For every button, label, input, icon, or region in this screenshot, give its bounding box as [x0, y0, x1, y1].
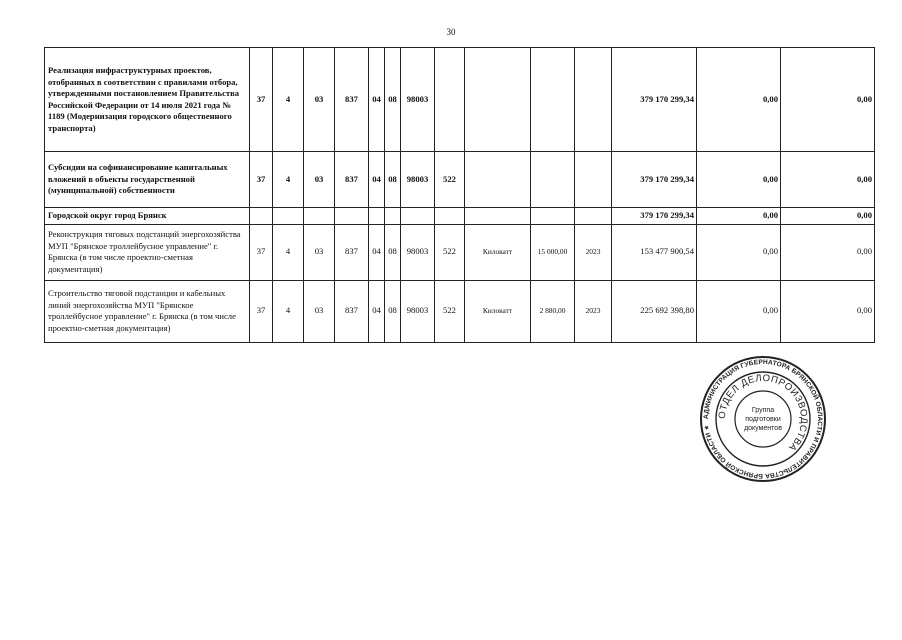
code-cell: 08: [385, 48, 401, 152]
year-cell: [575, 208, 612, 225]
year-cell: 2023: [575, 280, 612, 342]
amount-cell: 0,00: [697, 208, 781, 225]
row-name-cell: Реализация инфраструктурных проектов, отобранных в соответствии с правилами отбора, утвержденными постановлением Правительства Российской Федерации от 14 июля 2021 года № 1189 (Модернизация городского общественного транспорта): [45, 48, 250, 152]
amount-cell: 0,00: [697, 152, 781, 208]
code-cell: [435, 48, 465, 152]
row-name-cell: Реконструкция тяговых подстанций энергохозяйства МУП "Брянское троллейбусное управление" г. Брянска (в том числе проектно-сметная документация): [45, 224, 250, 280]
code-cell: 37: [250, 224, 273, 280]
amount-cell: 0,00: [697, 280, 781, 342]
page-number: 30: [446, 27, 456, 37]
code-cell: 4: [273, 224, 304, 280]
code-cell: 522: [435, 280, 465, 342]
code-cell: 98003: [401, 280, 435, 342]
amount-cell: 0,00: [781, 280, 875, 342]
code-cell: 37: [250, 152, 273, 208]
code-cell: 837: [335, 280, 369, 342]
code-cell: 98003: [401, 48, 435, 152]
stamp-inner-text: ОТДЕЛ ДЕЛОПРОИЗВОДСТВА: [716, 372, 810, 454]
code-cell: 03: [304, 152, 335, 208]
code-cell: 837: [335, 48, 369, 152]
table-row: [45, 224, 875, 280]
code-cell: [369, 208, 385, 225]
amount-cell: 379 170 299,34: [612, 208, 697, 225]
code-cell: 37: [250, 48, 273, 152]
year-cell: [575, 152, 612, 208]
code-cell: [304, 208, 335, 225]
year-cell: [575, 48, 612, 152]
stamp-outer-text: АДМИНИСТРАЦИЯ ГУБЕРНАТОРА БРЯНСКОЙ ОБЛАСТИ И ПРАВИТЕЛЬСТВА БРЯНСКОЙ ОБЛАСТИ ★: [702, 358, 824, 480]
code-cell: 03: [304, 224, 335, 280]
table-row: [45, 152, 875, 208]
unit-cell: [465, 48, 531, 152]
table-row: [45, 280, 875, 342]
code-cell: 04: [369, 280, 385, 342]
amount-cell: 153 477 900,54: [612, 224, 697, 280]
code-cell: 4: [273, 152, 304, 208]
quantity-cell: [531, 152, 575, 208]
code-cell: 08: [385, 280, 401, 342]
table-row: [45, 208, 875, 225]
code-cell: 837: [335, 152, 369, 208]
stamp-center-line3: документов: [744, 425, 782, 432]
unit-cell: Киловатт: [465, 280, 531, 342]
quantity-cell: 2 880,00: [531, 280, 575, 342]
amount-cell: 0,00: [781, 208, 875, 225]
row-name-cell: Строительство тяговой подстанции и кабельных линий энергохозяйства МУП "Брянское троллейбусное управление" г. Брянска (в том числе проектно-сметная документация): [45, 280, 250, 342]
code-cell: 522: [435, 224, 465, 280]
code-cell: 08: [385, 152, 401, 208]
code-cell: [385, 208, 401, 225]
amount-cell: 0,00: [697, 48, 781, 152]
row-name-cell: Субсидии на софинансирование капитальных вложений в объекты государственной (муниципальной) собственности: [45, 152, 250, 208]
code-cell: 08: [385, 224, 401, 280]
code-cell: [435, 208, 465, 225]
code-cell: 37: [250, 280, 273, 342]
code-cell: 04: [369, 48, 385, 152]
amount-cell: 379 170 299,34: [612, 48, 697, 152]
stamp-center-line2: подготовки: [745, 416, 781, 423]
amount-cell: 379 170 299,34: [612, 152, 697, 208]
quantity-cell: [531, 208, 575, 225]
row-name-cell: Городской округ город Брянск: [45, 208, 250, 225]
code-cell: 03: [304, 48, 335, 152]
amount-cell: 0,00: [697, 224, 781, 280]
code-cell: 04: [369, 224, 385, 280]
unit-cell: [465, 152, 531, 208]
code-cell: [250, 208, 273, 225]
unit-cell: [465, 208, 531, 225]
stamp-center-line1: Группа: [751, 407, 775, 414]
unit-cell: Киловатт: [465, 224, 531, 280]
code-cell: 04: [369, 152, 385, 208]
amount-cell: 0,00: [781, 224, 875, 280]
amount-cell: 225 692 398,80: [612, 280, 697, 342]
amount-cell: 0,00: [781, 152, 875, 208]
code-cell: [401, 208, 435, 225]
budget-table: [44, 47, 875, 343]
amount-cell: 0,00: [781, 48, 875, 152]
code-cell: 837: [335, 224, 369, 280]
table-row: [45, 48, 875, 152]
code-cell: 4: [273, 48, 304, 152]
code-cell: 98003: [401, 224, 435, 280]
quantity-cell: 15 000,00: [531, 224, 575, 280]
code-cell: 98003: [401, 152, 435, 208]
code-cell: 03: [304, 280, 335, 342]
code-cell: [335, 208, 369, 225]
quantity-cell: [531, 48, 575, 152]
code-cell: 4: [273, 280, 304, 342]
year-cell: 2023: [575, 224, 612, 280]
office-stamp: [698, 354, 828, 484]
code-cell: 522: [435, 152, 465, 208]
code-cell: [273, 208, 304, 225]
